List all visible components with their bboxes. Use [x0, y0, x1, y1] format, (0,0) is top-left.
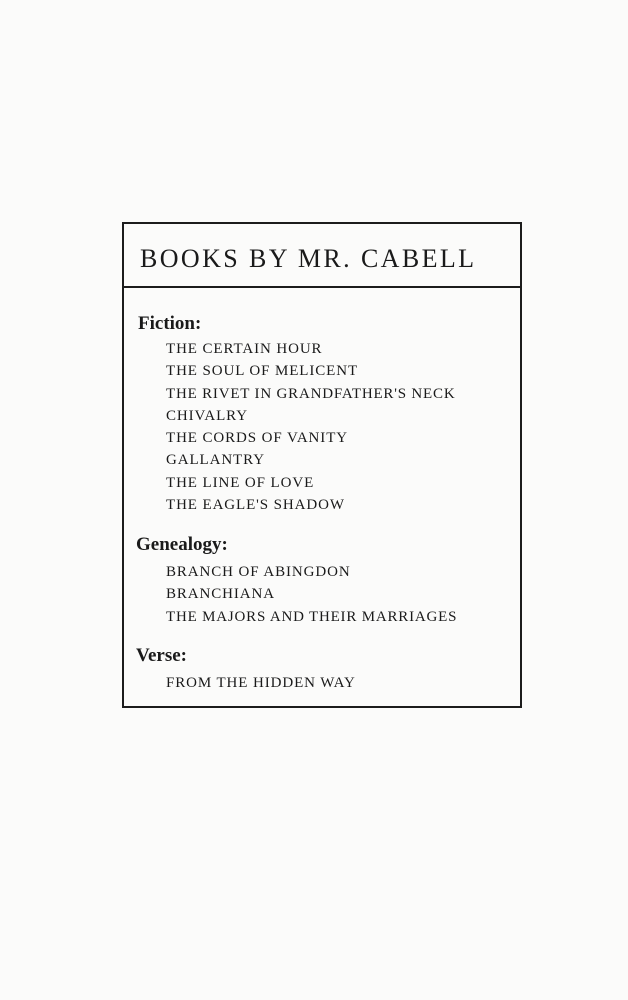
list-item: THE CERTAIN HOUR	[166, 341, 323, 357]
verse-list	[166, 672, 356, 694]
title-bar	[124, 224, 520, 288]
list-item: THE LINE OF LOVE	[166, 474, 315, 491]
list-item: THE SOUL OF MELICENT	[166, 363, 359, 380]
book-list-frame	[122, 222, 522, 708]
page-title: BOOKS BY MR. CABELL	[140, 244, 477, 273]
list-item: BRANCHIANA	[166, 586, 276, 603]
list-item: THE RIVET IN GRANDFATHER'S NECK	[166, 385, 456, 402]
list-item: FROM THE HIDDEN WAY	[166, 675, 356, 691]
section-heading-verse: Verse:	[136, 645, 187, 666]
list-item: GALLANTRY	[166, 452, 265, 469]
genealogy-list	[166, 561, 457, 628]
list-item: CHIVALRY	[166, 407, 248, 424]
section-heading-fiction: Fiction:	[138, 313, 202, 334]
list-item: THE EAGLE'S SHADOW	[166, 497, 345, 514]
list-item: THE CORDS OF VANITY	[166, 430, 348, 447]
fiction-list	[166, 338, 455, 516]
section-heading-genealogy: Genealogy:	[136, 534, 228, 555]
list-item: BRANCH OF ABINGDON	[166, 564, 351, 580]
list-item: THE MAJORS AND THEIR MARRIAGES	[166, 608, 458, 625]
